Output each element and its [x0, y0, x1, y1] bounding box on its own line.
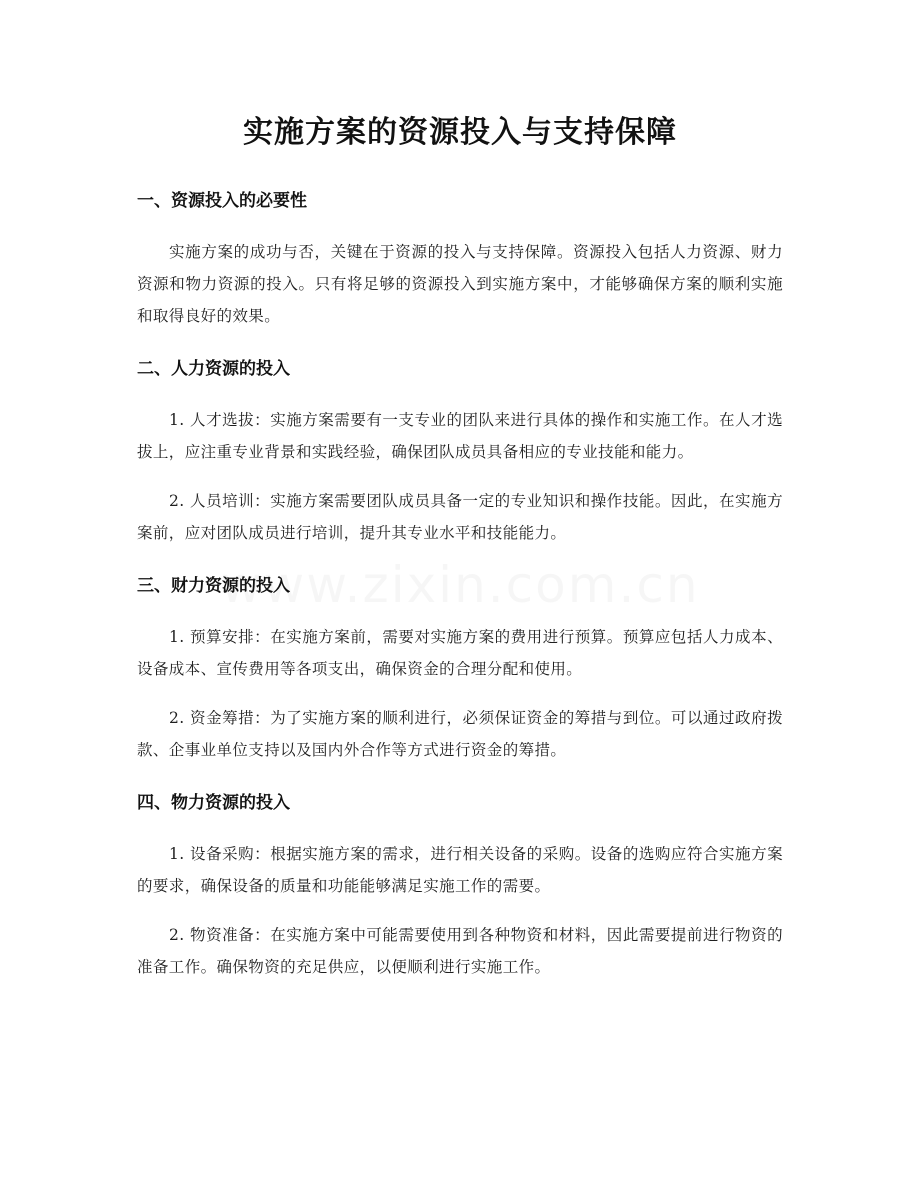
section-3-paragraph-2: 2. 资金筹措：为了实施方案的顺利进行，必须保证资金的筹措与到位。可以通过政府拨款、企事业单位支持以及国内外合作等方式进行资金的筹措。: [137, 709, 783, 759]
section-4-paragraph-2: 2. 物资准备：在实施方案中可能需要使用到各种物资和材料，因此需要提前进行物资的准备工作。确保物资的充足供应，以便顺利进行实施工作。: [137, 926, 783, 976]
section-3-paragraph-1: 1. 预算安排：在实施方案前，需要对实施方案的费用进行预算。预算应包括人力成本、设备成本、宣传费用等各项支出，确保资金的合理分配和使用。: [137, 628, 783, 678]
document-title: 实施方案的资源投入与支持保障: [243, 115, 677, 150]
section-heading-1: 一、资源投入的必要性: [137, 191, 307, 211]
section-2-paragraph-2: 2. 人员培训：实施方案需要团队成员具备一定的专业知识和操作技能。因此，在实施方案前，应对团队成员进行培训，提升其专业水平和技能能力。: [137, 492, 783, 542]
section-1-paragraph-1: 实施方案的成功与否，关键在于资源的投入与支持保障。资源投入包括人力资源、财力资源和物力资源的投入。只有将足够的资源投入到实施方案中，才能够确保方案的顺利实施和取得良好的效果。: [137, 243, 783, 325]
section-4-paragraph-1: 1. 设备采购：根据实施方案的需求，进行相关设备的采购。设备的选购应符合实施方案的要求，确保设备的质量和功能能够满足实施工作的需要。: [137, 845, 783, 895]
section-heading-4: 四、物力资源的投入: [137, 793, 290, 813]
section-heading-2: 二、人力资源的投入: [137, 359, 290, 379]
section-2-paragraph-1: 1. 人才选拔：实施方案需要有一支专业的团队来进行具体的操作和实施工作。在人才选拔上，应注重专业背景和实践经验，确保团队成员具备相应的专业技能和能力。: [137, 411, 783, 461]
section-heading-3: 三、财力资源的投入: [137, 576, 290, 596]
